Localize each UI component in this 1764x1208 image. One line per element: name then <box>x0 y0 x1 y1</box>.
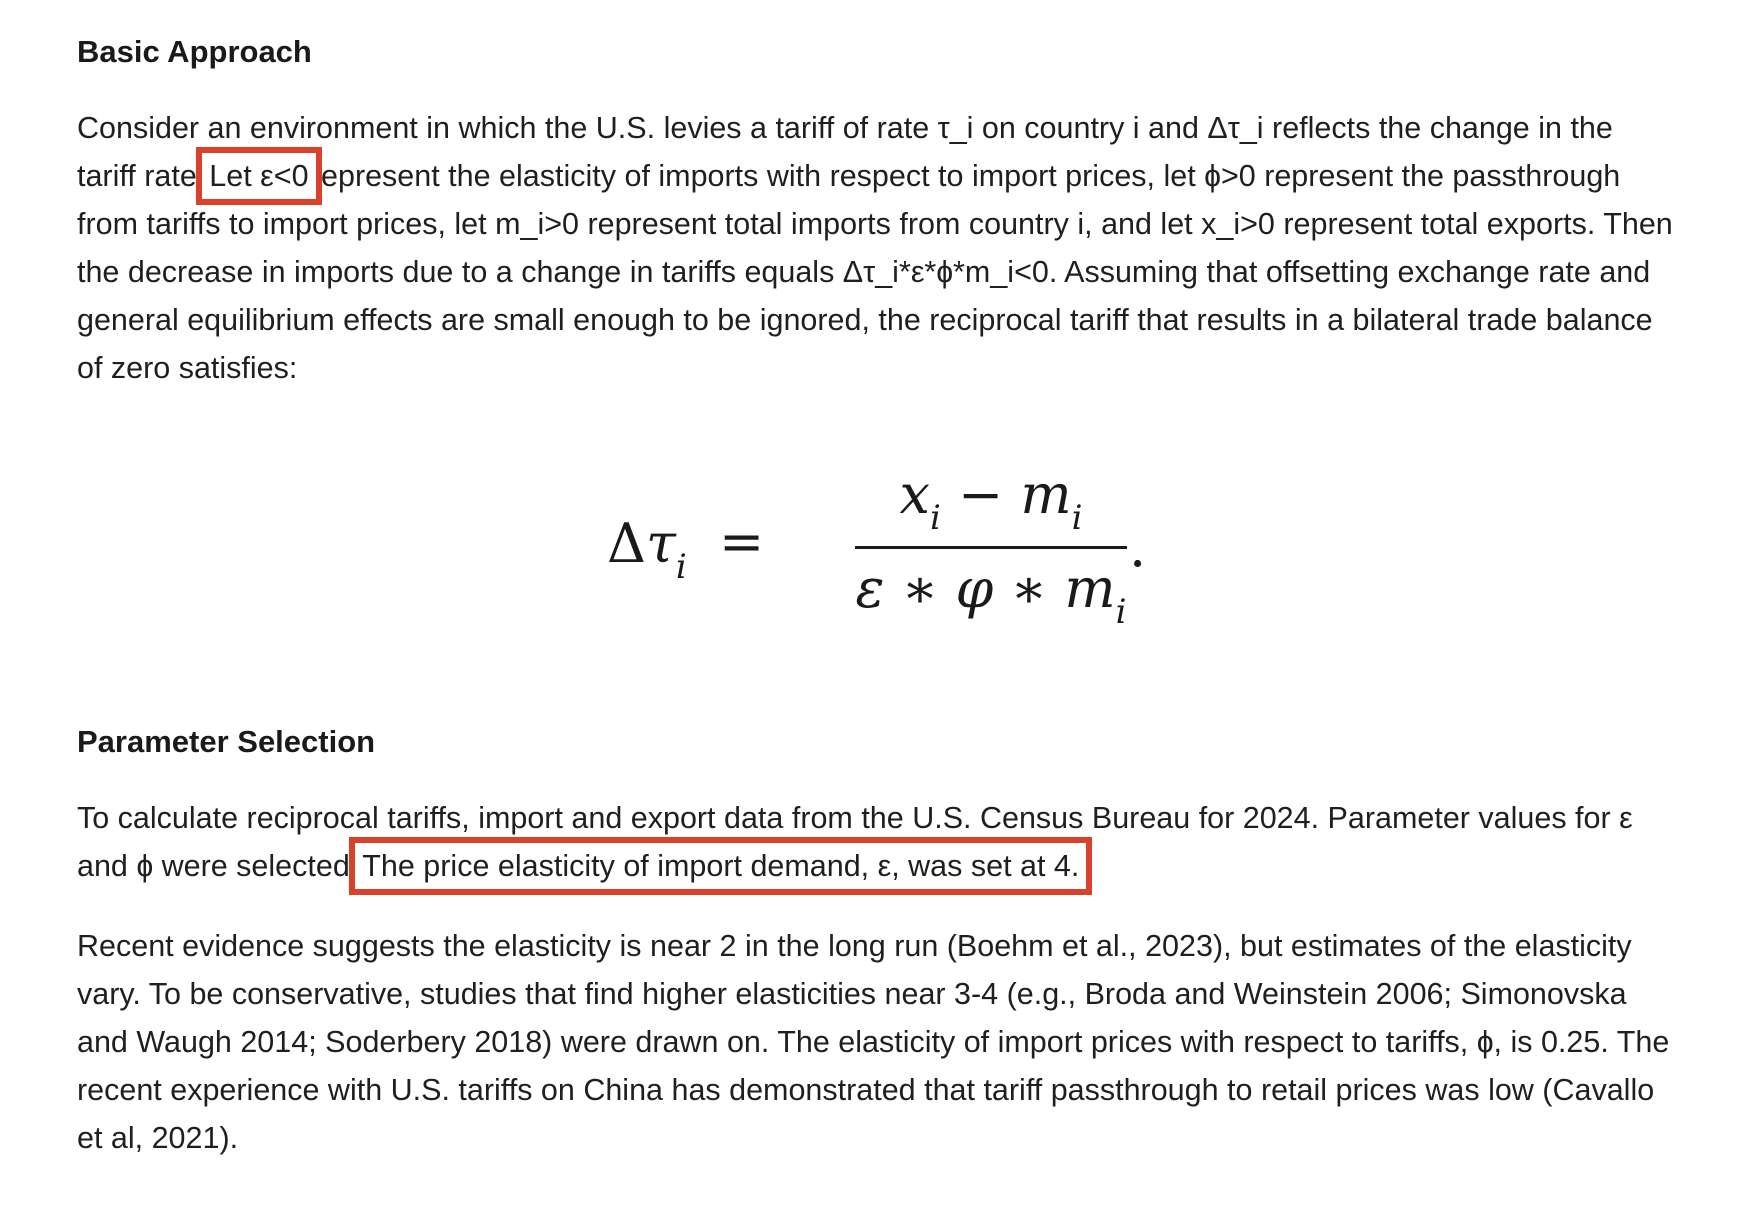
paragraph-parameter-selection <box>77 794 1677 890</box>
formula-equals: = <box>719 510 765 573</box>
formula-delta: Δ <box>607 512 646 575</box>
formula-m-subscript: i <box>1071 498 1083 538</box>
formula-phi: φ <box>955 557 994 620</box>
formula-star-2: ∗ <box>993 557 1065 620</box>
paragraph-recent-evidence: Recent evidence suggests the elasticity is near 2 in the long run (Boehm et al., 2023), but estimates of the elasticity vary. To be conservative, studies that find higher elasticities near 3-4 (e.g., Broda and Weinstein 2006; Simonovska and Waugh 2014; Soderbery 2018) were drawn on. The elasticity of import prices with respect to tariffs, ɸ, is 0.25. The recent experience with U.S. tariffs on China has demonstrated that tariff passthrough to retail prices was low (Cavallo et al, 2021). <box>77 929 1670 1155</box>
formula-m: m <box>1020 463 1072 526</box>
paragraph-text-end: epresent the elasticity of imports with respect to import prices, let ɸ>0 represent the passthrough from tariffs to import prices, let m_i>0 represent total imports from country i, and let x_i>0 represent total exports. Then the decrease in imports due to a change in tariffs equals Δτ_i*ε*ɸ*m_i<0. Assuming that offsetting exchange rate and general equilibrium effects are small enough to be ignored, the reciprocal tariff that results in a bilateral trade balance of zero satisfies: <box>77 159 1673 385</box>
formula-denominator <box>855 549 1127 636</box>
formula-numerator <box>855 460 1127 538</box>
formula-epsilon: ε <box>855 557 885 620</box>
formula-x: x <box>899 463 930 526</box>
paragraph-params-text: To calculate reciprocal tariffs, import and export data from the U.S. Census Bureau for 2024. Parameter values for ε and ɸ were selected <box>77 801 1633 883</box>
formula-lhs <box>607 512 687 587</box>
formula-tau: τ <box>646 512 676 575</box>
formula-period: . <box>1129 516 1147 579</box>
heading-basic-approach: Basic Approach <box>77 34 312 69</box>
formula-m-denominator-subscript: i <box>1115 592 1127 632</box>
paragraph-basic-approach <box>77 104 1677 392</box>
tariff-formula <box>607 460 1167 640</box>
highlight-box-elasticity-value: The price elasticity of import demand, ε, was set at 4. <box>358 846 1083 886</box>
highlight-box-let-epsilon: Let ε<0 <box>205 156 312 196</box>
heading-parameter-selection: Parameter Selection <box>77 724 376 759</box>
formula-star-1: ∗ <box>884 557 956 620</box>
formula-tau-subscript: i <box>675 547 687 587</box>
formula-m-denominator: m <box>1064 557 1116 620</box>
formula-fraction <box>855 460 1127 636</box>
formula-minus: − <box>940 463 1021 526</box>
paragraph-text-start: Consider an environment in which the U.S. levies a tariff of rate τ_i on country i and Δτ_i reflects the change in the tariff rate <box>77 111 1613 193</box>
formula-x-subscript: i <box>929 498 941 538</box>
